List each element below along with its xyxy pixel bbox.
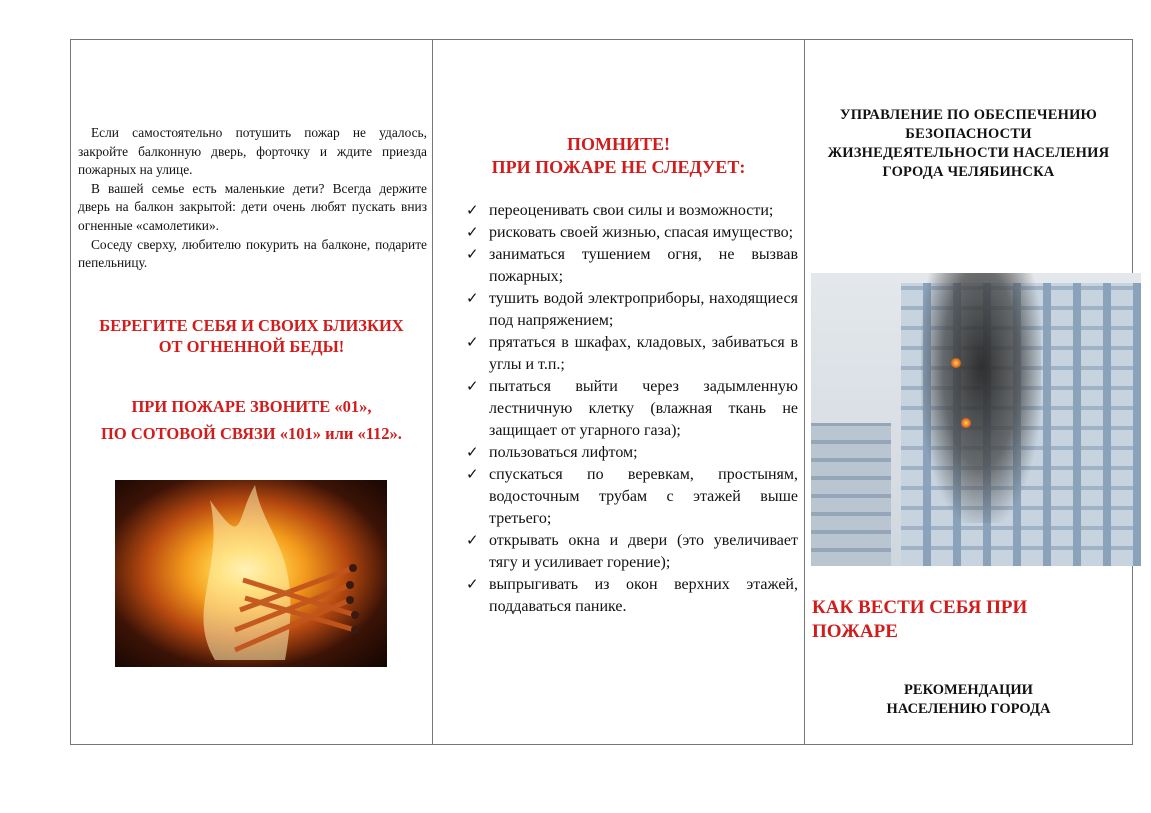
remember-heading-line: ПОМНИТЕ! <box>567 134 670 154</box>
list-item <box>464 244 798 288</box>
checkmark-icon: ✓ <box>466 533 479 549</box>
dont-list <box>464 200 798 618</box>
organization-name-line: УПРАВЛЕНИЕ ПО ОБЕСПЕЧЕНИЮ <box>839 107 1098 123</box>
list-item-text: тушить водой электроприборы, находящиеся под напряжением; <box>489 290 798 329</box>
recommendations-label-line: РЕКОМЕНДАЦИИ <box>904 682 1033 698</box>
flame-shape <box>961 418 971 428</box>
emergency-numbers-line: ПО СОТОВОЙ СВЯЗИ «101» или «112». <box>101 424 402 443</box>
care-slogan <box>71 315 432 357</box>
matches-illustration <box>115 480 387 667</box>
panel-right <box>805 40 1132 744</box>
burning-matches-photo <box>115 480 387 667</box>
organization-name-line: ГОРОДА ЧЕЛЯБИНСКА <box>882 164 1055 180</box>
checkmark-icon: ✓ <box>466 445 479 461</box>
recommendations-label-line: НАСЕЛЕНИЮ ГОРОДА <box>886 701 1051 717</box>
remember-heading-line: ПРИ ПОЖАРЕ НЕ СЛЕДУЕТ: <box>491 157 746 177</box>
list-item <box>464 376 798 442</box>
care-slogan-line: ОТ ОГНЕННОЙ БЕДЫ! <box>158 337 345 356</box>
panel-left <box>71 40 432 744</box>
brochure-title-line: ПОЖАРЕ <box>812 621 898 642</box>
list-item <box>464 288 798 332</box>
list-item-text: заниматься тушением огня, не вызвав пожарных; <box>489 246 798 285</box>
checkmark-icon: ✓ <box>466 467 479 483</box>
checkmark-icon: ✓ <box>466 247 479 263</box>
smoke-shape <box>921 273 1041 523</box>
intro-paragraph: В вашей семье есть маленькие дети? Всегда держите дверь на балкон закрытой: дети очень любят пускать вниз огненные «самолетики». <box>78 180 427 233</box>
organization-name <box>805 106 1132 182</box>
organization-name-line: ЖИЗНЕДЕЯТЕЛЬНОСТИ НАСЕЛЕНИЯ <box>827 145 1110 161</box>
list-item-text: рисковать своей жизнью, спасая имущество; <box>489 224 794 241</box>
list-item-text: выпрыгивать из окон верхних этажей, поддаваться панике. <box>489 576 798 615</box>
checkmark-icon: ✓ <box>466 379 479 395</box>
organization-name-line: БЕЗОПАСНОСТИ <box>905 126 1032 142</box>
care-slogan-line: БЕРЕГИТЕ СЕБЯ И СВОИХ БЛИЗКИХ <box>99 316 404 335</box>
list-item <box>464 574 798 618</box>
list-item-text: переоценивать свои силы и возможности; <box>489 202 774 219</box>
recommendations-label <box>805 681 1132 719</box>
list-item <box>464 332 798 376</box>
checkmark-icon: ✓ <box>466 225 479 241</box>
list-item-text: пользоваться лифтом; <box>489 444 638 461</box>
intro-paragraph: Если самостоятельно потушить пожар не удалось, закройте балконную дверь, форточку и ждите приезда пожарных на улице. <box>78 125 427 178</box>
list-item <box>464 530 798 574</box>
panel-middle <box>433 40 804 744</box>
building-shape <box>811 423 891 566</box>
checkmark-icon: ✓ <box>466 203 479 219</box>
flame-shape <box>951 358 961 368</box>
list-item-text: прятаться в шкафах, кладовых, забиваться в углы и т.п.; <box>489 334 798 373</box>
list-item <box>464 200 798 222</box>
checkmark-icon: ✓ <box>466 577 479 593</box>
remember-heading <box>433 133 804 179</box>
checkmark-icon: ✓ <box>466 291 479 307</box>
brochure-title-line: КАК ВЕСТИ СЕБЯ ПРИ <box>812 597 1028 618</box>
list-item <box>464 464 798 530</box>
list-item-text: спускаться по веревкам, простыням, водосточным трубам с этажей выше третьего; <box>489 466 798 527</box>
brochure-title <box>812 596 1132 644</box>
list-item <box>464 442 798 464</box>
list-item-text: пытаться выйти через задымленную лестничную клетку (влажная ткань не защищает от угарного газа); <box>489 378 798 439</box>
emergency-numbers-line: ПРИ ПОЖАРЕ ЗВОНИТЕ «01», <box>131 397 372 416</box>
list-item-text: открывать окна и двери (это увеличивает тягу и усиливает горение); <box>489 532 798 571</box>
burning-building-photo <box>811 273 1141 566</box>
checkmark-icon: ✓ <box>466 335 479 351</box>
emergency-numbers <box>71 393 432 447</box>
intro-text <box>78 124 427 273</box>
intro-paragraph: Соседу сверху, любителю покурить на балконе, подарите пепельницу. <box>78 236 427 271</box>
list-item <box>464 222 798 244</box>
